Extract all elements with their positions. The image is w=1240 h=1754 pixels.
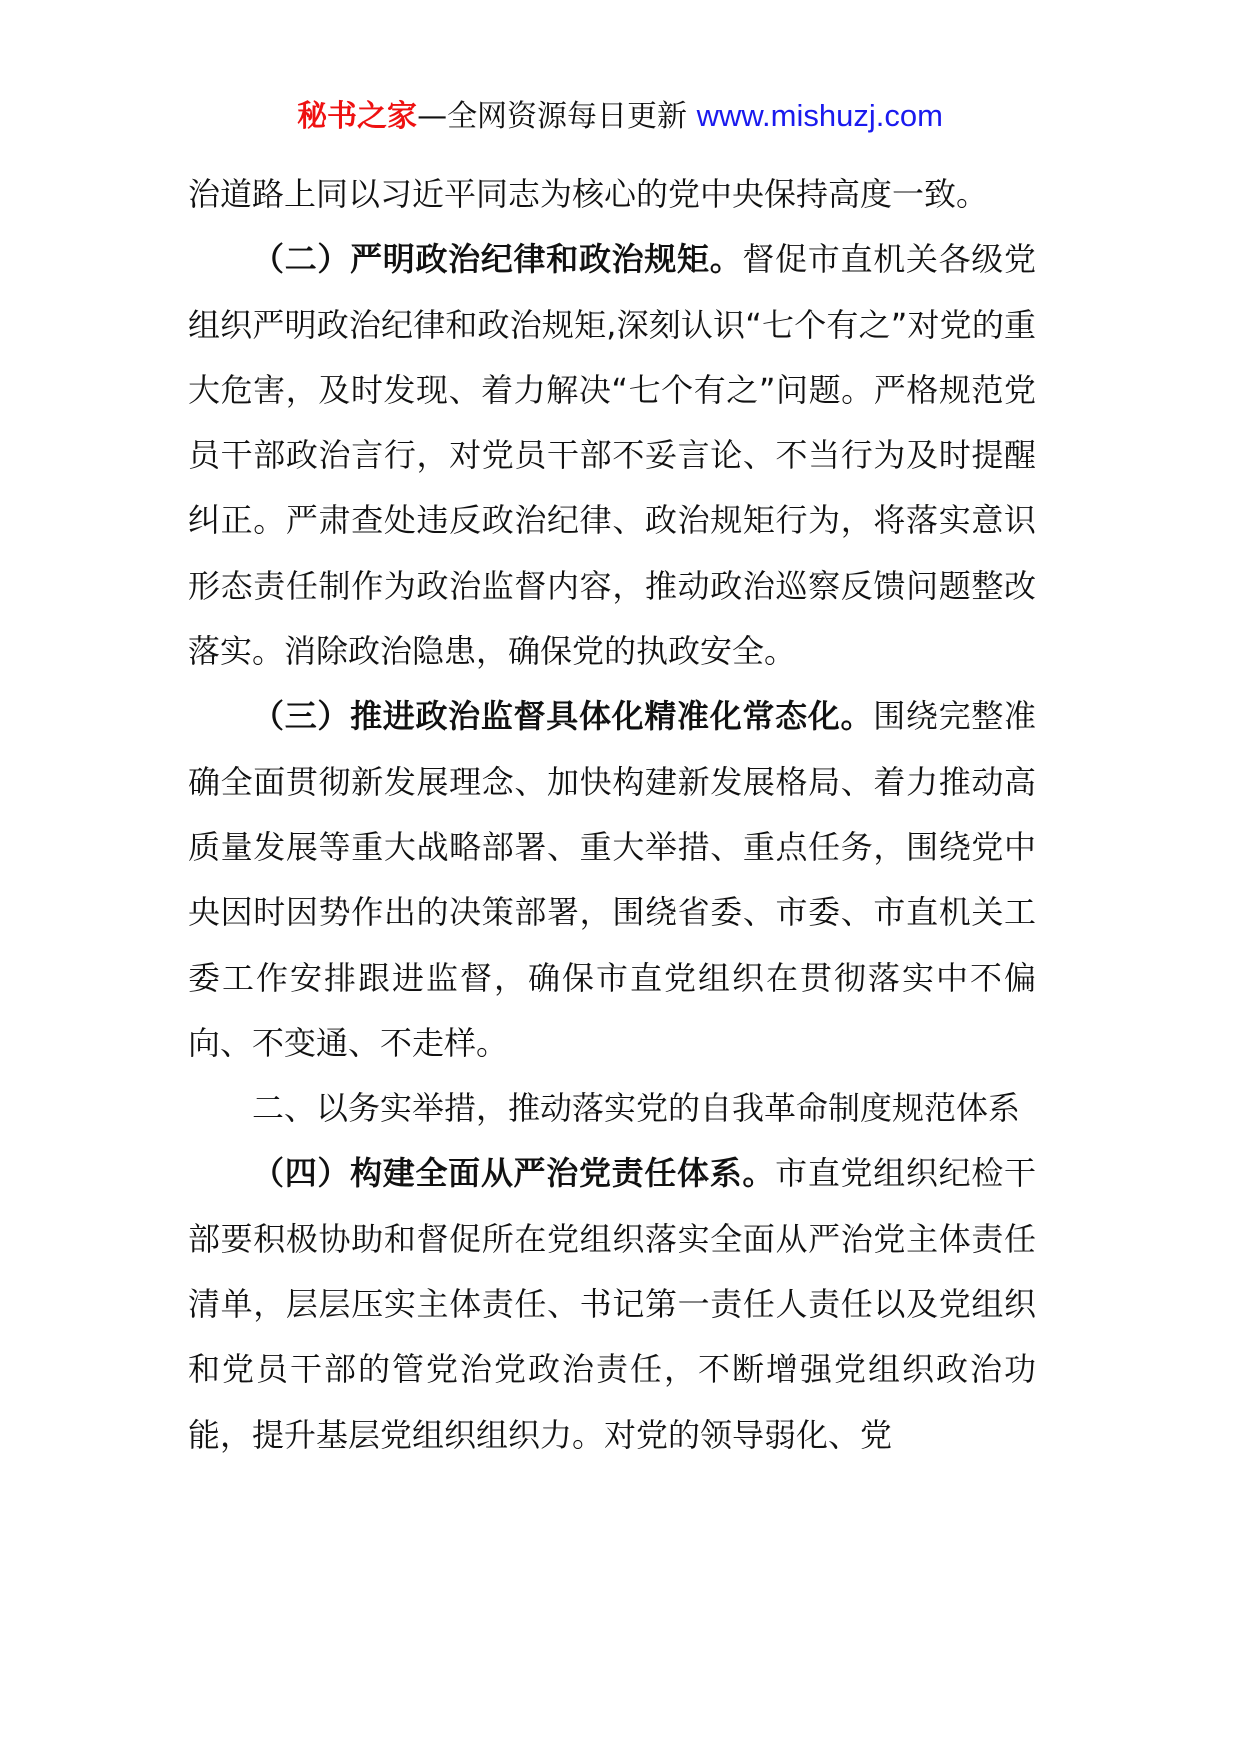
- paragraph-text: 市直党组织纪检干部要积极协助和督促所在党组织落实全面从严治党主体责任清单，层层压实主体责任、书记第一责任人责任以及党组织和党员干部的管党治党政治责任，不断增强党组织政治功能，提升基层党组织组织力。对党的领导弱化、党: [188, 1154, 1036, 1454]
- paragraph-lead: （四）构建全面从严治党责任体系。: [252, 1154, 776, 1193]
- paragraph-lead: （三）推进政治监督具体化精准化常态化。: [252, 697, 874, 736]
- paragraph-item-4: [188, 1141, 1036, 1467]
- section-heading: [188, 1076, 1036, 1141]
- paragraph-text: 治道路上同以习近平同志为核心的党中央保持高度一致。: [188, 175, 989, 213]
- paragraph-item-3: [188, 684, 1036, 1076]
- paragraph-continuation: [188, 162, 1036, 227]
- paragraph-text: 督促市直机关各级党组织严明政治纪律和政治规矩,深刻认识“七个有之”对党的重大危害，及时发现、着力解决“七个有之”问题。严格规范党员干部政治言行，对党员干部不妥言论、不当行为及时提醒纠正。严肃查处违反政治纪律、政治规矩行为，将落实意识形态责任制作为政治监督内容，推动政治巡察反馈问题整改落实。消除政治隐患，确保党的执政安全。: [188, 240, 1036, 671]
- paragraph-item-2: [188, 227, 1036, 684]
- site-header: [0, 96, 1240, 137]
- paragraph-lead: （二）严明政治纪律和政治规矩。: [252, 240, 743, 279]
- site-brand: 秘书之家: [297, 99, 418, 134]
- document-body: [188, 162, 1036, 1468]
- section-heading-text: 二、以务实举措，推动落实党的自我革命制度规范体系: [252, 1089, 1021, 1128]
- site-tagline: —全网资源每日更新: [417, 99, 688, 134]
- site-url-link[interactable]: www.mishuzj.com: [696, 98, 943, 133]
- paragraph-text: 围绕完整准确全面贯彻新发展理念、加快构建新发展格局、着力推动高质量发展等重大战略部署、重大举措、重点任务，围绕党中央因时因势作出的决策部署，围绕省委、市委、市直机关工委工作安排跟进监督，确保市直党组织在贯彻落实中不偏向、不变通、不走样。: [188, 697, 1036, 1062]
